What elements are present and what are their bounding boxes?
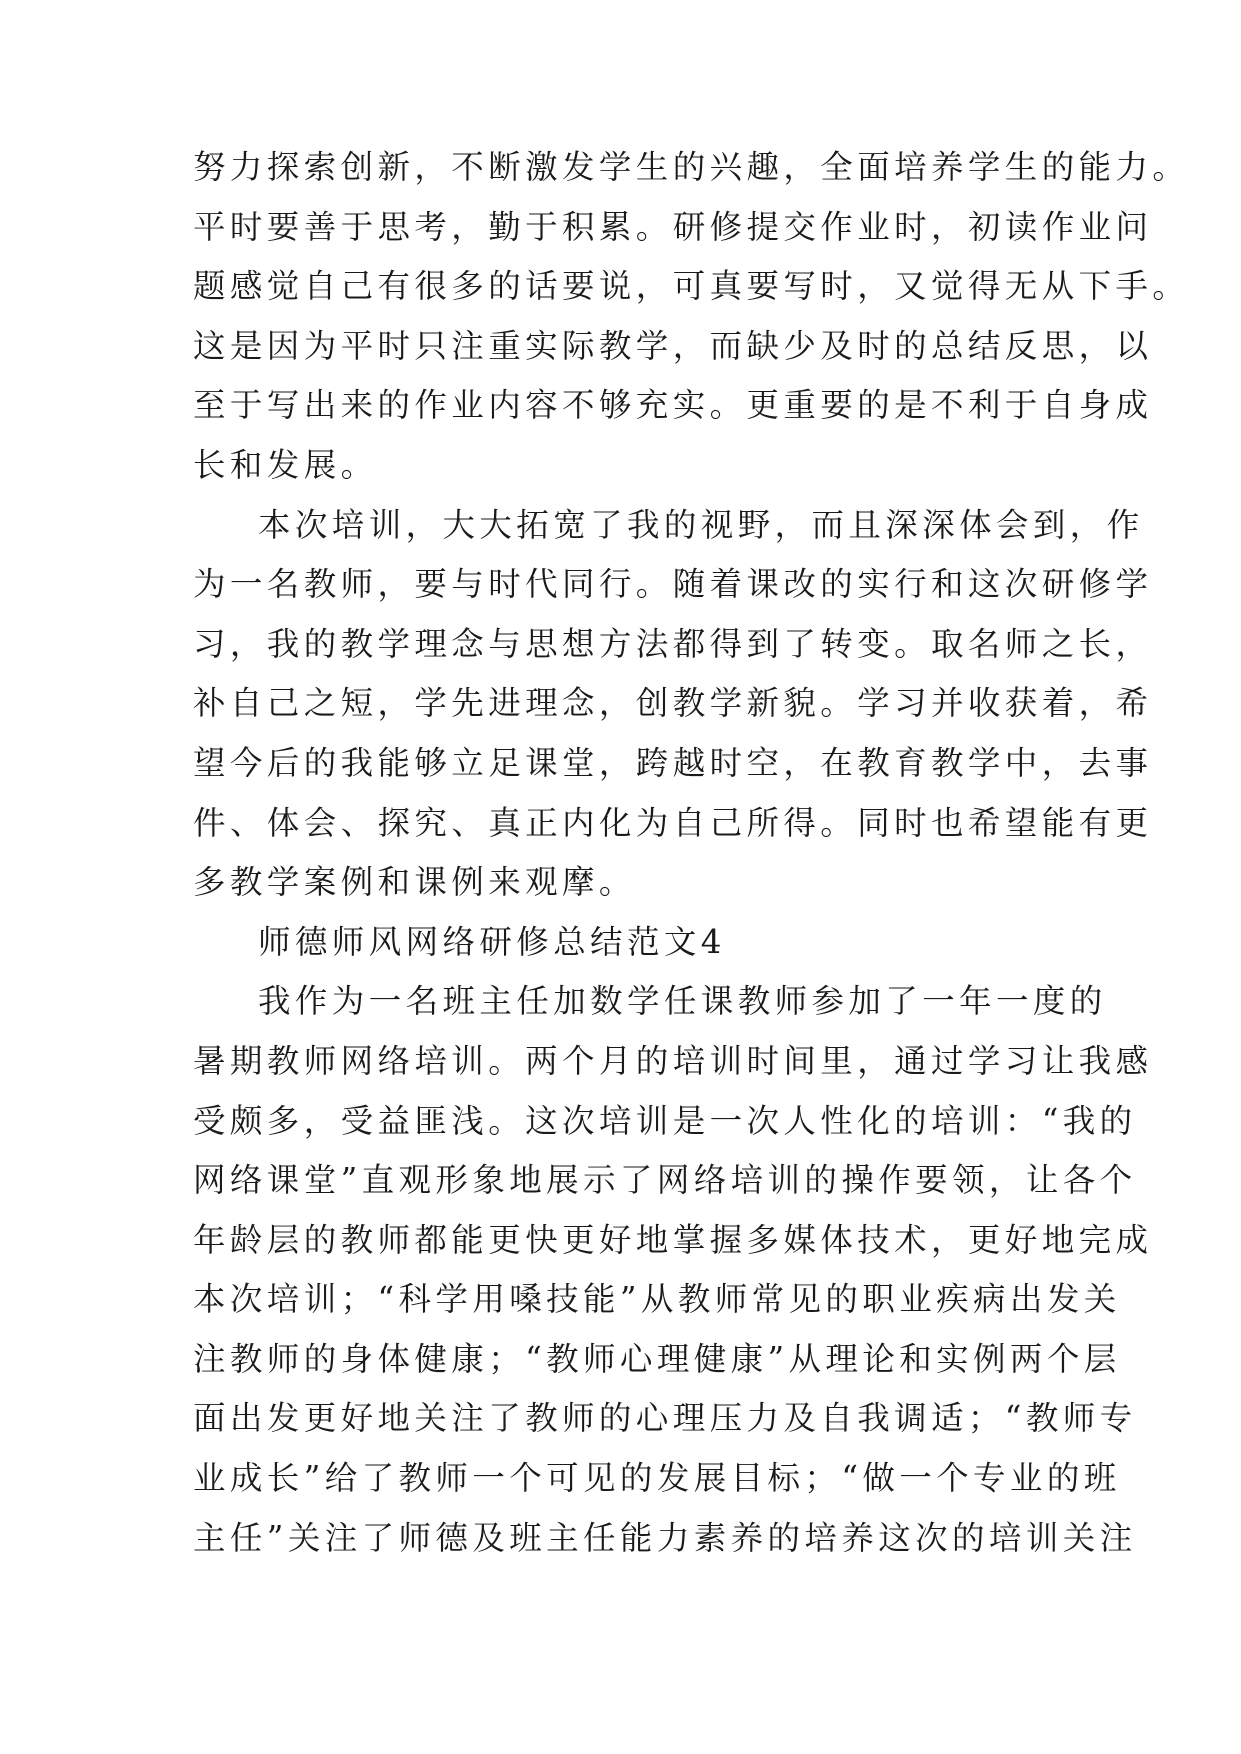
text-line: 本次培训；“科学用嗓技能”从教师常见的职业疾病出发关 [193,1280,1121,1319]
text-line: 补自己之短，学先进理念，创教学新貌。学习并收获着，希 [193,684,1153,723]
text-line: 为一名教师，要与时代同行。随着课改的实行和这次研修学 [193,565,1153,604]
document-body [193,138,1190,1568]
text-line: 件、体会、探究、真正内化为自己所得。同时也希望能有更 [193,803,1153,842]
text-line: 至于写出来的作业内容不够充实。更重要的是不利于自身成 [193,386,1153,425]
text-line: 师德师风网络研修总结范文4 [258,922,726,961]
text-line: 长和发展。 [193,445,378,484]
text-line: 本次培训，大大拓宽了我的视野，而且深深体会到，作 [258,505,1144,544]
text-line: 暑期教师网络培训。两个月的培训时间里，通过学习让我感 [193,1041,1153,1080]
text-line: 注教师的身体健康；“教师心理健康”从理论和实例两个层 [193,1339,1121,1378]
text-line: 努力探索创新，不断激发学生的兴趣，全面培养学生的能力。 [193,148,1190,186]
text-line: 我作为一名班主任加数学任课教师参加了一年一度的 [258,982,1107,1021]
text-line: 题感觉自己有很多的话要说，可真要写时，又觉得无从下手。 [193,267,1190,306]
text-line: 望今后的我能够立足课堂，跨越时空，在教育教学中，去事 [193,743,1153,782]
text-line: 平时要善于思考，勤于积累。研修提交作业时，初读作业问 [193,207,1153,246]
text-line: 网络课堂”直观形象地展示了网络培训的操作要领，让各个 [193,1161,1137,1200]
text-line: 面出发更好地关注了教师的心理压力及自我调适；“教师专 [193,1399,1137,1438]
text-line: 多教学案例和课例来观摩。 [193,863,636,902]
text-line: 习，我的教学理念与思想方法都得到了转变。取名师之长， [193,624,1153,663]
text-line: 业成长”给了教师一个可见的发展目标；“做一个专业的班 [193,1459,1121,1498]
text-line: 受颇多，受益匪浅。这次培训是一次人性化的培训：“我的 [193,1101,1137,1140]
text-line: 主任”关注了师德及班主任能力素养的培养这次的培训关注 [193,1518,1137,1557]
text-line: 这是因为平时只注重实际教学，而缺少及时的总结反思，以 [193,326,1153,365]
text-line: 年龄层的教师都能更快更好地掌握多媒体技术，更好地完成 [193,1220,1153,1259]
